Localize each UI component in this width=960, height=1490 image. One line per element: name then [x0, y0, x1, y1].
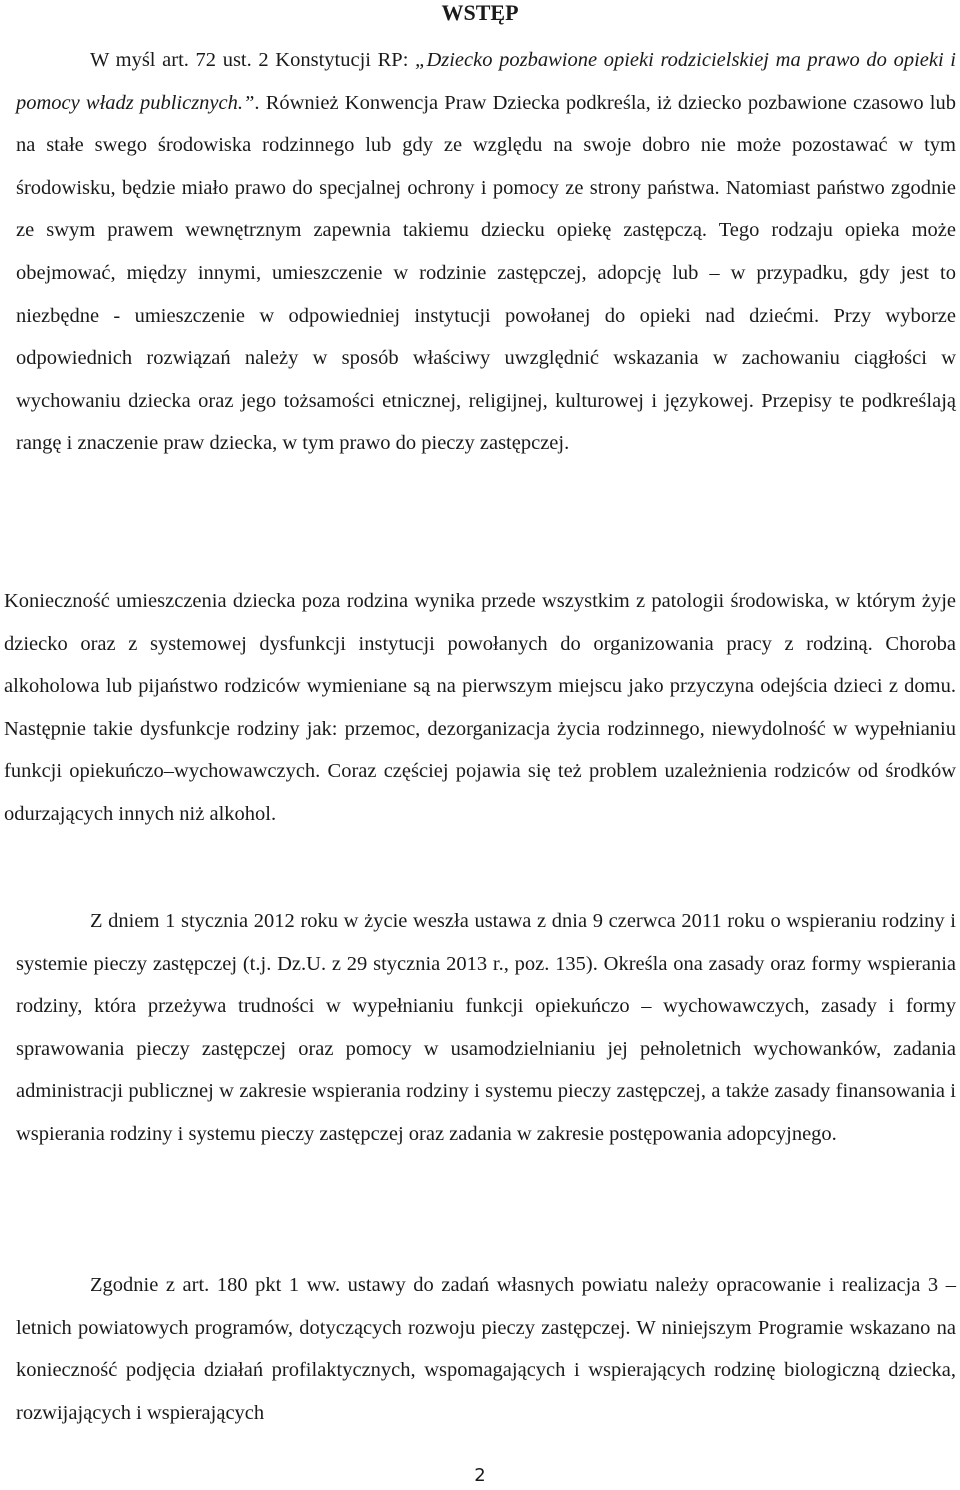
page-number: 2	[474, 1465, 486, 1486]
paragraph-law: Z dniem 1 stycznia 2012 roku w życie weszła ustawa z dnia 9 czerwca 2011 roku o wspieraniu rodziny i systemie pieczy zastępczej (t.j. Dz.U. z 29 stycznia 2013 r., poz. 135). Określa ona zasady oraz formy wspierania rodziny, która przeżywa trudności w wypełnianiu funkcji opiekuńczo – wychowawczych, zasady i formy sprawowania pieczy zastępczej oraz pomocy w usamodzielnianiu jej pełnoletnich wychowanków, zadania administracji publicznej w zakresie wspierania rodziny i systemu pieczy zastępczej, a także zasady finansowania i wspierania rodziny i systemu pieczy zastępczej oraz zadania w zakresie postępowania adopcyjnego.	[16, 910, 956, 1145]
page-title: WSTĘP	[441, 0, 519, 25]
paragraph-introduction	[16, 39, 956, 465]
paragraph-text: . Również Konwencja Praw Dziecka podkreśla, iż dziecko pozbawione czasowo lub na stałe swego środowiska rodzinnego lub gdy ze względu na swoje dobro nie może pozostawać w tym środowisku, będzie miało prawo do specjalnej ochrony i pomocy ze strony państwa. Natomiast państwo zgodnie ze swym prawem wewnętrznym zapewnia takiemu dziecku opiekę zastępczą. Tego rodzaju opieka może obejmować, między innymi, umieszczenie w rodzinie zastępczej, adopcję lub – w przypadku, gdy jest to niezbędne - umieszczenie w odpowiedniej instytucji powołanej do opieki nad dziećmi. Przy wyborze odpowiednich rozwiązań należy w sposób właściwy uwzględnić wskazania w zachowaniu ciągłości w wychowaniu dziecka oraz jego tożsamości etnicznej, religijnej, kulturowej i językowej. Przepisy te podkreślają rangę i znaczenie praw dziecka, w tym prawo do pieczy zastępczej.	[16, 91, 956, 455]
paragraph-prefix: W myśl art. 72 ust. 2 Konstytucji RP:	[90, 49, 416, 71]
paragraph-program: Zgodnie z art. 180 pkt 1 ww. ustawy do zadań własnych powiatu należy opracowanie i realizacja 3 – letnich powiatowych programów, dotyczących rozwoju pieczy zastępczej. W niniejszym Programie wskazano na konieczność podjęcia działań profilaktycznych, wspomagających i wspierających rodzinę biologiczną dziecka, rozwijających i wspierających	[16, 1274, 956, 1424]
constitution-quote: „Dziecko pozbawione opieki rodzicielskiej ma prawo do opieki i pomocy władz publicznych.”	[16, 49, 957, 114]
paragraph-causes: Konieczność umieszczenia dziecka poza rodzina wynika przede wszystkim z patologii środowiska, w którym żyje dziecko oraz z systemowej dysfunkcji instytucji powołanych do organizowania pracy z rodziną. Choroba alkoholowa lub pijaństwo rodziców wymieniane są na pierwszym miejscu jako przyczyna odejścia dzieci z domu. Następnie takie dysfunkcje rodziny jak: przemoc, dezorganizacja życia rodzinnego, niewydolność w wypełnianiu funkcji opiekuńczo–wychowawczych. Coraz częściej pojawia się też problem uzależnienia rodziców od środków odurzających innych niż alkohol.	[4, 590, 956, 825]
